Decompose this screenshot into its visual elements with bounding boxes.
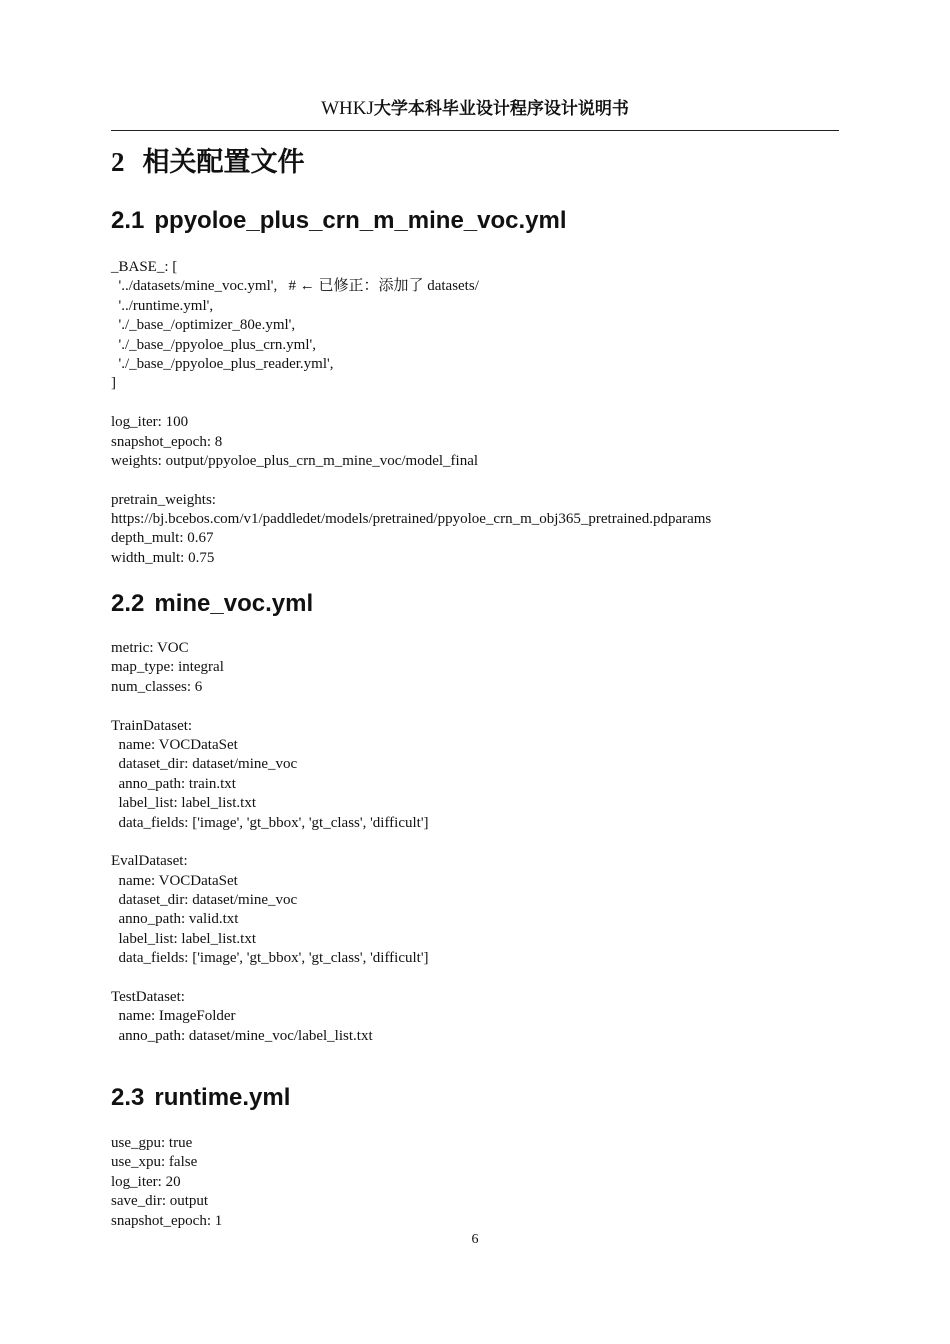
- code-line: '../runtime.yml',: [111, 297, 214, 314]
- code-line: name: VOCDataSet: [111, 736, 238, 753]
- code-line: name: VOCDataSet: [111, 872, 238, 889]
- section-heading-2-2: [111, 589, 313, 619]
- code-line: anno_path: train.txt: [111, 775, 236, 792]
- code-line: pretrain_weights:: [111, 491, 216, 508]
- chapter-title: 相关配置文件: [142, 147, 305, 178]
- code-block-mine-voc: [111, 639, 429, 1046]
- code-line: use_xpu: false: [111, 1154, 198, 1171]
- section-number: 2.1: [111, 207, 145, 234]
- code-line: log_iter: 100: [111, 414, 189, 431]
- page-header: [111, 97, 839, 131]
- code-line: _BASE_: [: [111, 259, 178, 275]
- code-line: TrainDataset:: [111, 717, 193, 734]
- code-line: [111, 471, 711, 490]
- section-number: 2.2: [111, 590, 145, 617]
- code-line: EvalDataset:: [111, 853, 188, 870]
- code-line: use_gpu: true: [111, 1135, 193, 1151]
- code-line: https://bj.bcebos.com/v1/paddledet/models/pretrained/ppyoloe_crn_m_obj365_pretrained.pdparams: [111, 511, 712, 528]
- code-line: num_classes: 6: [111, 678, 203, 695]
- code-line: width_mult: 0.75: [111, 549, 215, 566]
- code-line: snapshot_epoch: 8: [111, 433, 223, 450]
- code-line: [111, 697, 429, 716]
- code-line: TestDataset:: [111, 989, 185, 1006]
- code-line: name: ImageFolder: [111, 1008, 236, 1025]
- code-block-ppyoloe-config: [111, 258, 711, 568]
- code-line: './_base_/ppyoloe_plus_crn.yml',: [111, 336, 316, 353]
- section-heading-2-3: [111, 1083, 290, 1113]
- chapter-heading: [111, 144, 305, 181]
- code-line: label_list: label_list.txt: [111, 930, 256, 947]
- code-line: anno_path: valid.txt: [111, 911, 239, 928]
- code-line: depth_mult: 0.67: [111, 530, 214, 547]
- code-line: metric: VOC: [111, 640, 189, 656]
- code-line: [111, 833, 429, 852]
- section-heading-2-1: [111, 206, 567, 236]
- header-title: 大学本科毕业设计程序设计说明书: [373, 99, 629, 119]
- code-line: data_fields: ['image', 'gt_bbox', 'gt_class', 'difficult']: [111, 950, 429, 967]
- section-title: mine_voc.yml: [154, 590, 314, 617]
- code-line: snapshot_epoch: 1: [111, 1212, 223, 1229]
- section-number: 2.3: [111, 1084, 145, 1111]
- code-line: ]: [111, 375, 116, 392]
- code-line: [111, 969, 429, 988]
- code-line: dataset_dir: dataset/mine_voc: [111, 756, 298, 773]
- code-line: map_type: integral: [111, 659, 224, 676]
- code-line: [111, 394, 711, 413]
- code-line: '../datasets/mine_voc.yml', # ← 已修正：添加了 datasets/: [111, 278, 479, 295]
- code-line: weights: output/ppyoloe_plus_crn_m_mine_voc/model_final: [111, 452, 479, 469]
- code-line: log_iter: 20: [111, 1173, 181, 1190]
- code-line: label_list: label_list.txt: [111, 795, 256, 812]
- header-prefix: WHKJ: [321, 98, 374, 119]
- code-line: data_fields: ['image', 'gt_bbox', 'gt_class', 'difficult']: [111, 814, 429, 831]
- code-block-runtime: [111, 1134, 222, 1231]
- code-line: dataset_dir: dataset/mine_voc: [111, 892, 298, 909]
- page-number: 6: [471, 1232, 479, 1247]
- code-line: './_base_/optimizer_80e.yml',: [111, 317, 296, 334]
- chapter-number: 2: [111, 147, 125, 177]
- code-line: save_dir: output: [111, 1193, 209, 1210]
- section-title: runtime.yml: [154, 1084, 291, 1111]
- section-title: ppyoloe_plus_crn_m_mine_voc.yml: [154, 207, 567, 234]
- code-line: './_base_/ppyoloe_plus_reader.yml',: [111, 355, 334, 372]
- code-line: anno_path: dataset/mine_voc/label_list.txt: [111, 1027, 373, 1044]
